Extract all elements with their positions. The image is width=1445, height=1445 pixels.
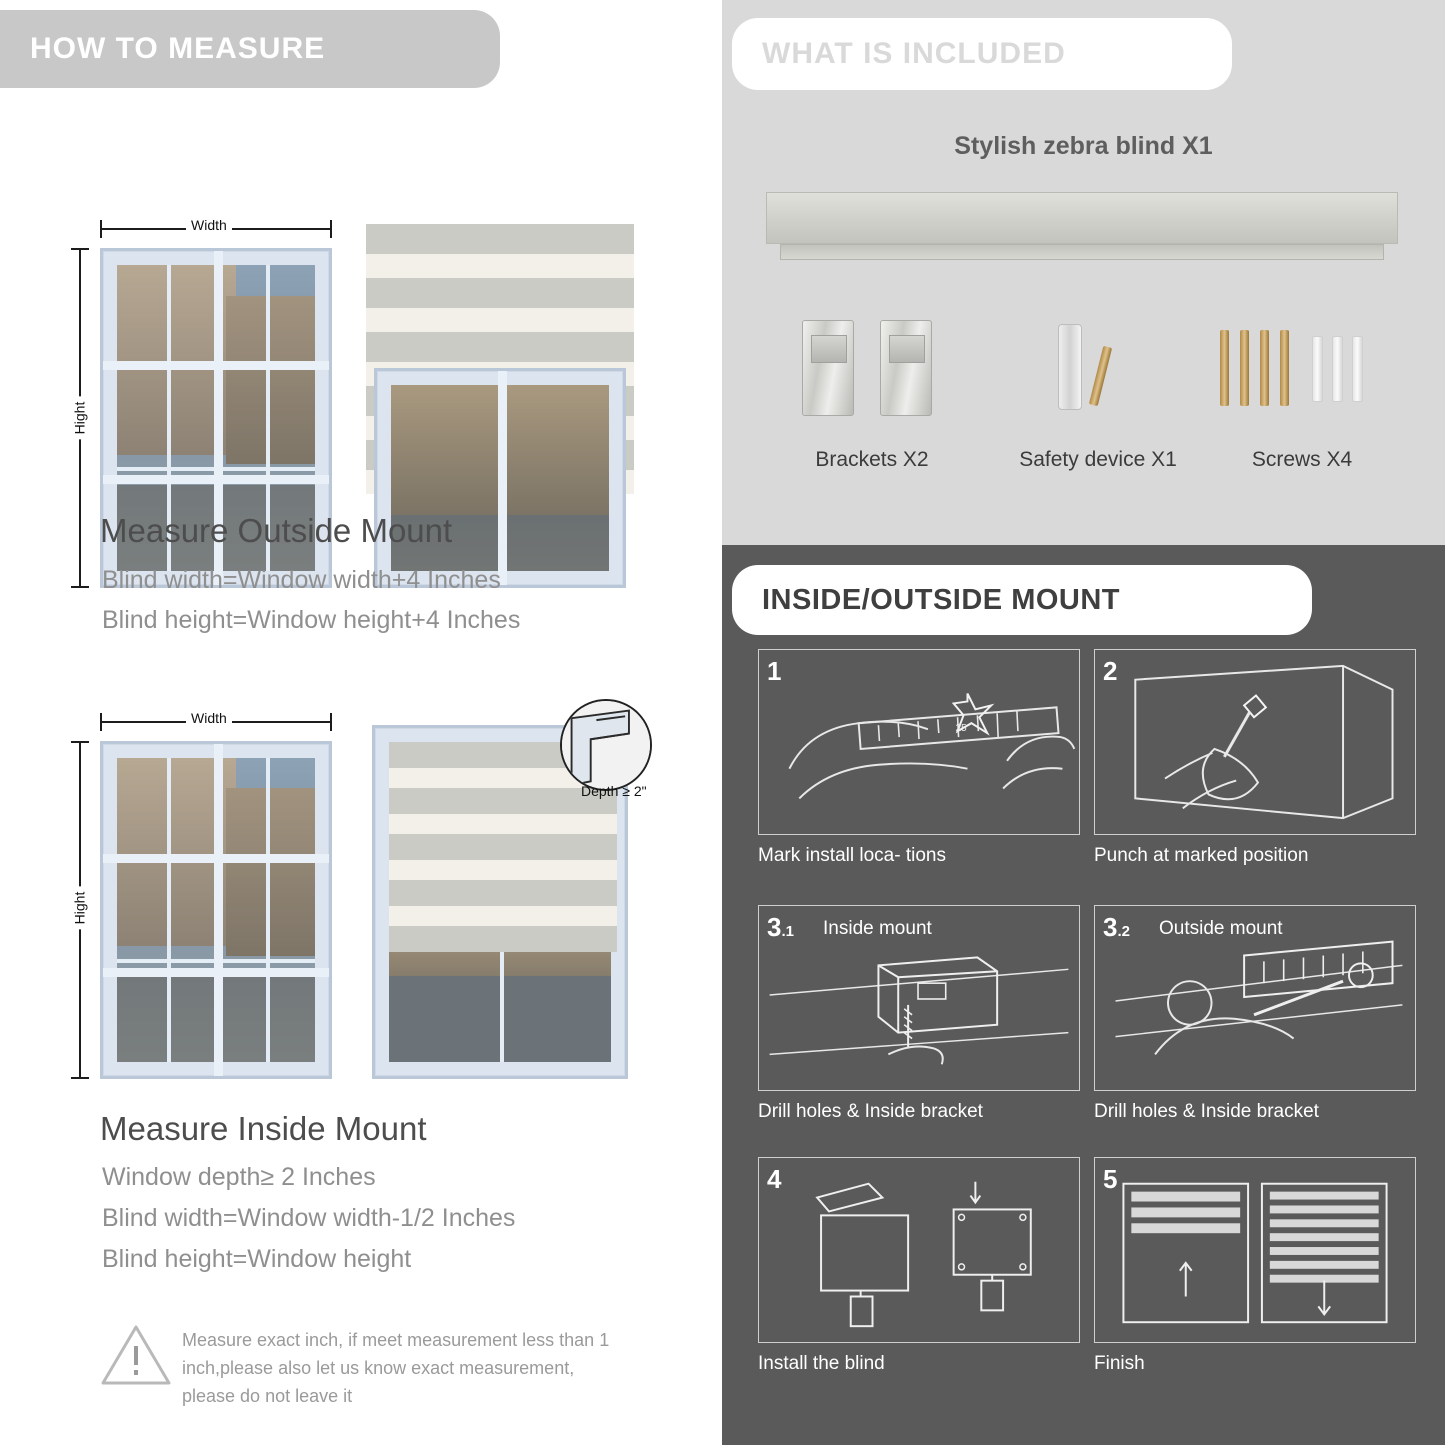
step-3-1-inline-label: Inside mount: [823, 918, 932, 939]
inside-width-label: Width: [186, 710, 232, 726]
outside-width-label: Width: [186, 217, 232, 233]
step-2-caption: Punch at marked position: [1094, 845, 1309, 866]
window-mullion: [103, 968, 329, 977]
outside-mount-diagram: [0, 100, 700, 500]
zebra-blind-headrail-illustration: [766, 192, 1398, 262]
how-to-measure-panel: [0, 0, 712, 1445]
window-illustration-inside: [100, 741, 332, 1079]
step-2: [1094, 649, 1416, 835]
step-1-caption: Mark install loca- tions: [758, 845, 946, 866]
building-shape: [226, 788, 315, 955]
inside-outside-mount-panel: [722, 545, 1445, 1445]
window-mullion: [214, 744, 223, 1076]
step-1-number: 1: [767, 656, 782, 686]
step-3-1-caption: Drill holes & Inside bracket: [758, 1101, 983, 1122]
window-mullion: [103, 361, 329, 370]
grid-line: [266, 758, 270, 1062]
screw-icon: [1280, 330, 1289, 406]
measure-warning-text: Measure exact inch, if meet measurement less than 1 inch,please also let us know exact measurement, please do not leave it: [182, 1330, 610, 1406]
wall-anchor-icon: [1352, 336, 1363, 402]
step-5-number: 5: [1103, 1164, 1118, 1194]
tick: [330, 713, 332, 731]
screw-icon: [1089, 346, 1112, 406]
step-3-2: [1094, 905, 1416, 1091]
measure-warning: [100, 1318, 660, 1418]
step-3-1: [758, 905, 1080, 1091]
inside-outside-mount-banner: INSIDE/OUTSIDE MOUNT: [732, 565, 1312, 635]
how-to-measure-banner: HOW TO MEASURE: [0, 10, 500, 88]
tick: [71, 248, 89, 250]
outside-mount-title: Measure Outside Mount: [100, 512, 453, 549]
inside-mount-line-2: Blind width=Window width-1/2 Inches: [102, 1204, 516, 1232]
depth-label: Depth ≥ 2": [581, 783, 647, 799]
screws-label: Screws X4: [1251, 448, 1353, 471]
screw-icon: [1240, 330, 1249, 406]
what-is-included-panel: [722, 0, 1445, 545]
step-5: [1094, 1157, 1416, 1343]
depth-callout-circle: [560, 699, 652, 791]
window-mullion: [498, 371, 507, 585]
wall-anchor-icon: [1312, 336, 1323, 402]
wall-anchor-icon: [1332, 336, 1343, 402]
step-3-2-number: 3.2: [1103, 912, 1130, 942]
outside-mount-line-1: Blind width=Window width+4 Inches: [102, 566, 501, 594]
step-2-number: 2: [1103, 656, 1118, 686]
tick: [71, 586, 89, 588]
included-parts-row: [722, 320, 1445, 471]
step-4-number: 4: [767, 1164, 782, 1194]
inside-mount-title: Measure Inside Mount: [100, 1110, 427, 1147]
step-5-sketch: [1095, 1158, 1415, 1342]
step-5-caption: Finish: [1094, 1353, 1145, 1374]
tick: [330, 220, 332, 238]
step-3-1-number: 3.1: [767, 912, 794, 942]
warning-triangle-icon: [100, 1322, 172, 1388]
bracket-icon: [880, 320, 932, 416]
step-3-2-inline-label: Outside mount: [1159, 918, 1283, 939]
building-shape: [226, 296, 315, 464]
step-3-2-caption: Drill holes & Inside bracket: [1094, 1101, 1319, 1122]
svg-text:25: 25: [955, 723, 967, 735]
safety-device-icon: [1058, 324, 1082, 410]
tick: [71, 1077, 89, 1079]
step-2-sketch: [1095, 650, 1415, 834]
step-1: [758, 649, 1080, 835]
inside-mount-line-1: Window depth≥ 2 Inches: [102, 1163, 376, 1191]
included-main-item-label: Stylish zebra blind X1: [954, 132, 1213, 160]
window-behind-blind-outside: [374, 368, 626, 588]
inside-height-label: Hight: [71, 887, 87, 930]
tick: [100, 220, 102, 238]
screw-icon: [1220, 330, 1229, 406]
window-mullion: [103, 854, 329, 863]
inside-mount-diagram: [0, 695, 700, 1095]
outside-mount-line-2: Blind height=Window height+4 Inches: [102, 606, 521, 634]
step-4-caption: Install the blind: [758, 1353, 885, 1374]
inside-mount-line-3: Blind height=Window height: [102, 1245, 412, 1273]
screw-icon: [1260, 330, 1269, 406]
grid-line: [167, 758, 171, 1062]
brackets-label: Brackets X2: [815, 448, 929, 471]
outside-height-label: Hight: [71, 397, 87, 440]
depth-detail-icon: [562, 701, 650, 789]
safety-device-label: Safety device X1: [1019, 448, 1177, 471]
tick: [100, 713, 102, 731]
tick: [71, 741, 89, 743]
bracket-icon: [802, 320, 854, 416]
step-4-sketch: [759, 1158, 1079, 1342]
step-1-sketch: [759, 650, 1079, 834]
window-mullion: [103, 475, 329, 484]
what-is-included-banner: WHAT IS INCLUDED: [732, 18, 1232, 90]
step-4: [758, 1157, 1080, 1343]
